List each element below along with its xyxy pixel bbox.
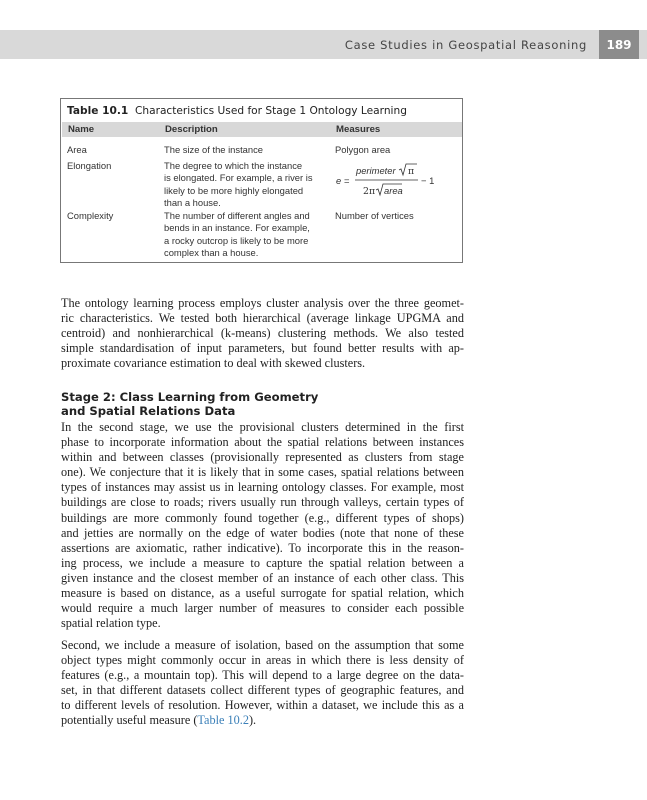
column-header-description: Description (165, 124, 218, 135)
formula-denominator: 2π (363, 186, 376, 197)
description-line: than a house. (164, 197, 221, 209)
text-fragment: potentially useful measure ( (61, 713, 198, 728)
text-line: proximate covariance estimation to deal with skewed clusters. (61, 356, 366, 371)
paragraph-isolation (61, 638, 464, 729)
description-line: The size of the instance (164, 144, 264, 155)
formula-numerator: perimeter (356, 165, 396, 176)
text-line: phase to incorporate information about the spatial relations between instances (61, 435, 464, 450)
text-line: ric characteristics. We tested both hierarchical (average linkage UPGMA and (61, 311, 464, 326)
page-number: 189 (599, 30, 639, 59)
description-line: complex than a house. (164, 247, 259, 259)
column-header-name: Name (68, 124, 95, 135)
table-header-row (62, 122, 462, 137)
table-10-2-link[interactable]: Table 10.2 (197, 713, 249, 728)
elongation-formula (335, 162, 455, 200)
table-label: Table 10.1 (67, 105, 129, 117)
text-line: measure is based on distance, as a useful surrogate for spatial relation, which (61, 586, 464, 601)
text-line: given instance and the closest member of an instance of each other class. This (61, 570, 464, 585)
paragraph-spatial-relations (61, 420, 464, 631)
text-line: In the second stage, we use the provisional clusters determined in the first (61, 420, 464, 434)
description-line: likely to be more highly elongated (164, 184, 304, 196)
table-10-1 (60, 98, 463, 263)
running-header (0, 30, 647, 59)
paragraph-clustering (61, 296, 464, 371)
text-line: centroid) and nonhierarchical (k-means) clustering methods. We also tested (61, 326, 464, 341)
running-head-title: Case Studies in Geospatial Reasoning (344, 37, 587, 52)
heading-line: and Spatial Relations Data (61, 404, 236, 418)
row-complexity-name: Complexity (67, 210, 114, 221)
column-header-measures: Measures (336, 124, 381, 135)
table-caption-text: Characteristics Used for Stage 1 Ontology Learning (134, 105, 407, 117)
text-line: spatial relation type. (61, 616, 161, 631)
row-area-description (164, 144, 329, 156)
text-line: buildings are more commonly found together (e.g., different types of shops) (61, 510, 464, 525)
text-line: assertions are axiomatic, rather indicative). To incorporate this in the reason- (61, 540, 464, 555)
text-line: The ontology learning process employs cluster analysis over the three geomet- (61, 296, 464, 310)
text-line: types of instances may assist us in learning ontology classes. For example, most (61, 480, 464, 495)
text-line: to different levels of resolution. However, within a dataset, we include this as a (61, 698, 464, 713)
text-line: one). We conjecture that it is likely that in some cases, spatial relations between (61, 465, 464, 480)
text-line: set, in that different datasets collect different types of geographic features, and (61, 683, 464, 698)
formula-denominator-root: area (384, 185, 403, 196)
text-line: ing process, we include a measure to capture the spatial relation between a (61, 555, 464, 570)
table-caption (61, 99, 462, 121)
text-line: Second, we include a measure of isolation, based on the assumption that some (61, 638, 464, 652)
formula-lhs: e = (336, 175, 350, 186)
description-line: a rocky outcrop is likely to be more (164, 234, 309, 246)
description-line: bends in an instance. For example, (164, 222, 310, 234)
heading-line: Stage 2: Class Learning from Geometry (61, 390, 319, 404)
description-line: The number of different angles and (164, 210, 310, 221)
section-heading-stage-2 (61, 390, 464, 418)
text-line: simple standardisation of input parameters, but found better results with ap- (61, 341, 464, 356)
row-elongation-description (164, 160, 329, 210)
row-complexity-description (164, 210, 329, 260)
text-line: object types might commonly occur in areas in which there is less density of (61, 653, 464, 668)
text-line (61, 713, 464, 728)
text-line: within and between classes (provisionally represented as clusters from stage (61, 450, 464, 465)
text-line: features (e.g., a mountain top). This will depend to a large degree on the data- (61, 668, 464, 683)
text-fragment: ). (248, 713, 257, 728)
row-area-measure: Polygon area (335, 144, 391, 155)
row-elongation-name: Elongation (67, 160, 112, 171)
description-line: is elongated. For example, a river is (164, 172, 313, 184)
formula-numerator-root: π (408, 166, 415, 177)
text-line: buildings are close to roads; rivers usually run through valleys, certain types of (61, 495, 464, 510)
row-complexity-measure: Number of vertices (335, 210, 414, 221)
description-line: The degree to which the instance (164, 160, 303, 171)
formula-suffix: − 1 (421, 175, 435, 186)
row-area-name: Area (67, 144, 87, 155)
text-line: and jetties are normally on the edge of water bodies (note that none of these (61, 525, 464, 540)
text-line: would require a much larger number of measures to consider each possible (61, 601, 464, 616)
